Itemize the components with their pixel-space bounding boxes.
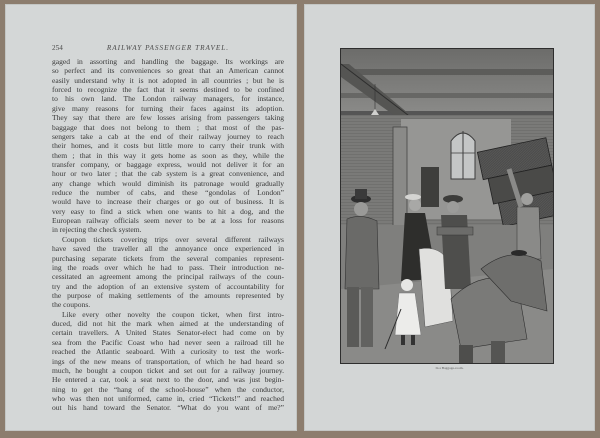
text-line: any change which would diminish its patronage would gradually xyxy=(52,178,284,188)
right-page xyxy=(304,4,595,431)
text-line: reduce the number of cabs, and these “gondolas of London” xyxy=(52,188,284,198)
body-text xyxy=(52,57,284,413)
text-line: ing the roads over which he had to pass. Their introduction ne- xyxy=(52,262,284,272)
text-line: the coupons. xyxy=(52,300,91,310)
text-line: Coupon tickets covering trips over several different railways xyxy=(62,234,284,244)
text-line: out his hand toward the Senator. “What do you want of me?” xyxy=(52,403,284,413)
page-number: 254 xyxy=(52,44,63,52)
text-line: would have to increase their charges or go out of business. It is xyxy=(52,197,284,207)
illustration-plate xyxy=(340,48,554,364)
text-line: very easy to find a stick when one wants to hit a dog, and the xyxy=(52,206,284,216)
text-line: European railway officials seem never to be at a loss for reasons xyxy=(52,216,284,226)
text-line: easily understand why it is not adopted in all countries ; but he is xyxy=(52,75,284,85)
left-page xyxy=(5,4,297,431)
text-line: who was then not uniformed, came in, cried “Tickets!” and reached xyxy=(52,393,284,403)
text-line: have saved the traveller all the annoyance once experienced in xyxy=(52,244,284,254)
text-line: so perfect and its conveniences so great that an American cannot xyxy=(52,66,284,76)
text-line: Like every other novelty the coupon ticket, when first intro- xyxy=(62,309,284,319)
text-line: duced, did not hit the mark when aimed at the understanding of xyxy=(52,319,284,329)
text-line: purchasing separate tickets from the several companies represent- xyxy=(52,253,284,263)
text-line: sengers take a cab at the end of their railway journey to reach xyxy=(52,131,284,141)
text-line: They say that there are few losses arising from passengers taking xyxy=(52,113,284,123)
text-line: transfer company, or baggage express, would not deliver it for an xyxy=(52,159,284,169)
text-line: sea from the Pacific Coast who had never seen a railroad till he xyxy=(52,337,284,347)
text-line: He entered a car, took a seat next to the door, and was just begin- xyxy=(52,375,284,385)
text-line: gaged in assorting and handling the baggage. Its workings are xyxy=(52,57,284,66)
text-line: ings of the new means of transportation, of which he had heard so xyxy=(52,356,284,366)
running-head-title: RAILWAY PASSENGER TRAVEL. xyxy=(106,44,230,52)
text-line: cessitated an agreement among the principal railways of the coun- xyxy=(52,272,284,282)
text-line: in rejecting the check system. xyxy=(52,225,142,235)
text-line: much, he bought a coupon ticket and set out for a railway journey. xyxy=(52,365,284,375)
text-line: ning to get the “hang of the school-house” when the conductor, xyxy=(52,384,284,394)
text-line: try and the adoption of an extensive system of accountability for xyxy=(52,281,284,291)
text-line: their homes, and it costs but little more to carry their trunk with xyxy=(52,141,284,151)
text-line: the purpose of making settlements of the amounts represented by xyxy=(52,290,284,300)
text-line: hour or two later ; that the cab system is a great convenience, and xyxy=(52,169,284,179)
text-line: give many reasons for turning their faces against its adoption. xyxy=(52,103,284,113)
text-line: them ; that in this way it gets home as soon as they, while the xyxy=(52,150,284,160)
baggage-room-engraving xyxy=(341,49,553,363)
text-line: certain travellers. A United States Senator-elect had come on by xyxy=(52,328,284,338)
text-line: forced to recognize the fact that it seems destined to be confined xyxy=(52,85,284,95)
text-line: to his own land. The London railway managers, for instance, xyxy=(52,94,284,104)
text-line: baggage that does not belong to them ; that most of the pas- xyxy=(52,122,284,132)
running-head xyxy=(52,44,284,56)
text-line: reached the Atlantic seaboard. With a curiosity to test the work- xyxy=(52,347,284,357)
illustration-caption: In a Baggage-room. xyxy=(435,366,464,370)
